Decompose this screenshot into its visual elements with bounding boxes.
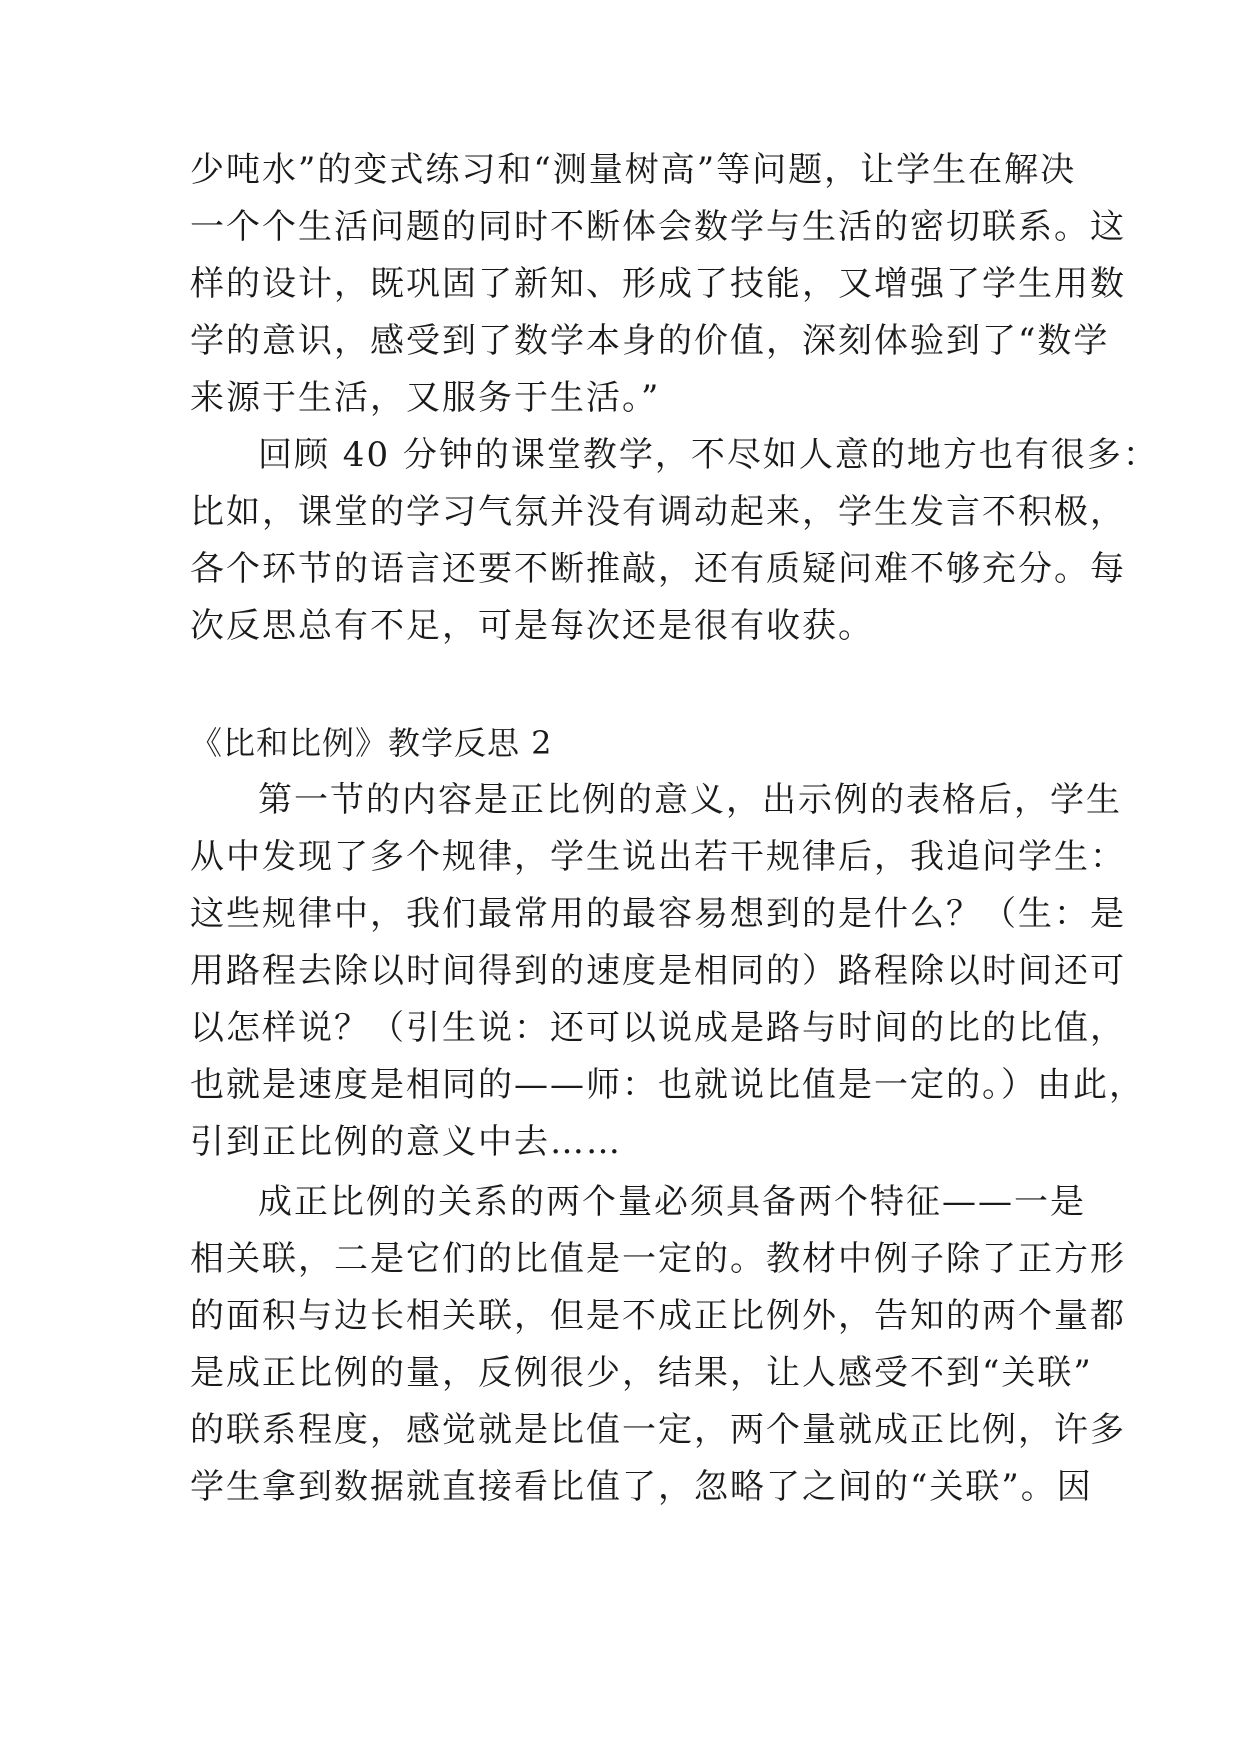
section-heading: 《比和比例》教学反思 2 (190, 724, 553, 762)
text-line: 是成正比例的量，反例很少，结果，让人感受不到“关联” (190, 1353, 1093, 1393)
text-line: 学的意识，感受到了数学本身的价值，深刻体验到了“数学 (190, 321, 1110, 361)
text-line: 一个个生活问题的同时不断体会数学与生活的密切联系。这 (190, 207, 1126, 247)
text-line: 用路程去除以时间得到的速度是相同的）路程除以时间还可 (190, 951, 1126, 991)
text-line: 的面积与边长相关联，但是不成正比例外，告知的两个量都 (190, 1296, 1126, 1336)
text-line: 从中发现了多个规律，学生说出若干规律后，我追问学生： (190, 837, 1126, 877)
text-line: 次反思总有不足，可是每次还是很有收获。 (190, 606, 874, 646)
text-line: 也就是速度是相同的——师：也就说比值是一定的。）由此， (190, 1065, 1145, 1105)
text-line: 第一节的内容是正比例的意义，出示例的表格后，学生 (258, 780, 1122, 820)
text-line: 学生拿到数据就直接看比值了，忽略了之间的“关联”。因 (190, 1467, 1093, 1507)
text-line: 各个环节的语言还要不断推敲，还有质疑问难不够充分。每 (190, 549, 1126, 589)
text-line: 成正比例的关系的两个量必须具备两个特征——一是 (258, 1182, 1086, 1222)
text-line: 来源于生活，又服务于生活。” (190, 378, 661, 418)
text-line: 引到正比例的意义中去…… (190, 1122, 622, 1162)
text-line: 相关联，二是它们的比值是一定的。教材中例子除了正方形 (190, 1239, 1126, 1279)
text-line: 回顾 40 分钟的课堂教学，不尽如人意的地方也有很多： (258, 435, 1159, 475)
text-line: 比如，课堂的学习气氛并没有调动起来，学生发言不积极， (190, 492, 1126, 532)
text-line: 这些规律中，我们最常用的最容易想到的是什么？（生：是 (190, 894, 1126, 934)
text-line: 少吨水”的变式练习和“测量树高”等问题，让学生在解决 (190, 150, 1077, 190)
text-line: 样的设计，既巩固了新知、形成了技能，又增强了学生用数 (190, 264, 1126, 304)
text-line: 以怎样说？（引生说：还可以说成是路与时间的比的比值， (190, 1008, 1126, 1048)
text-line: 的联系程度，感觉就是比值一定，两个量就成正比例，许多 (190, 1410, 1126, 1450)
